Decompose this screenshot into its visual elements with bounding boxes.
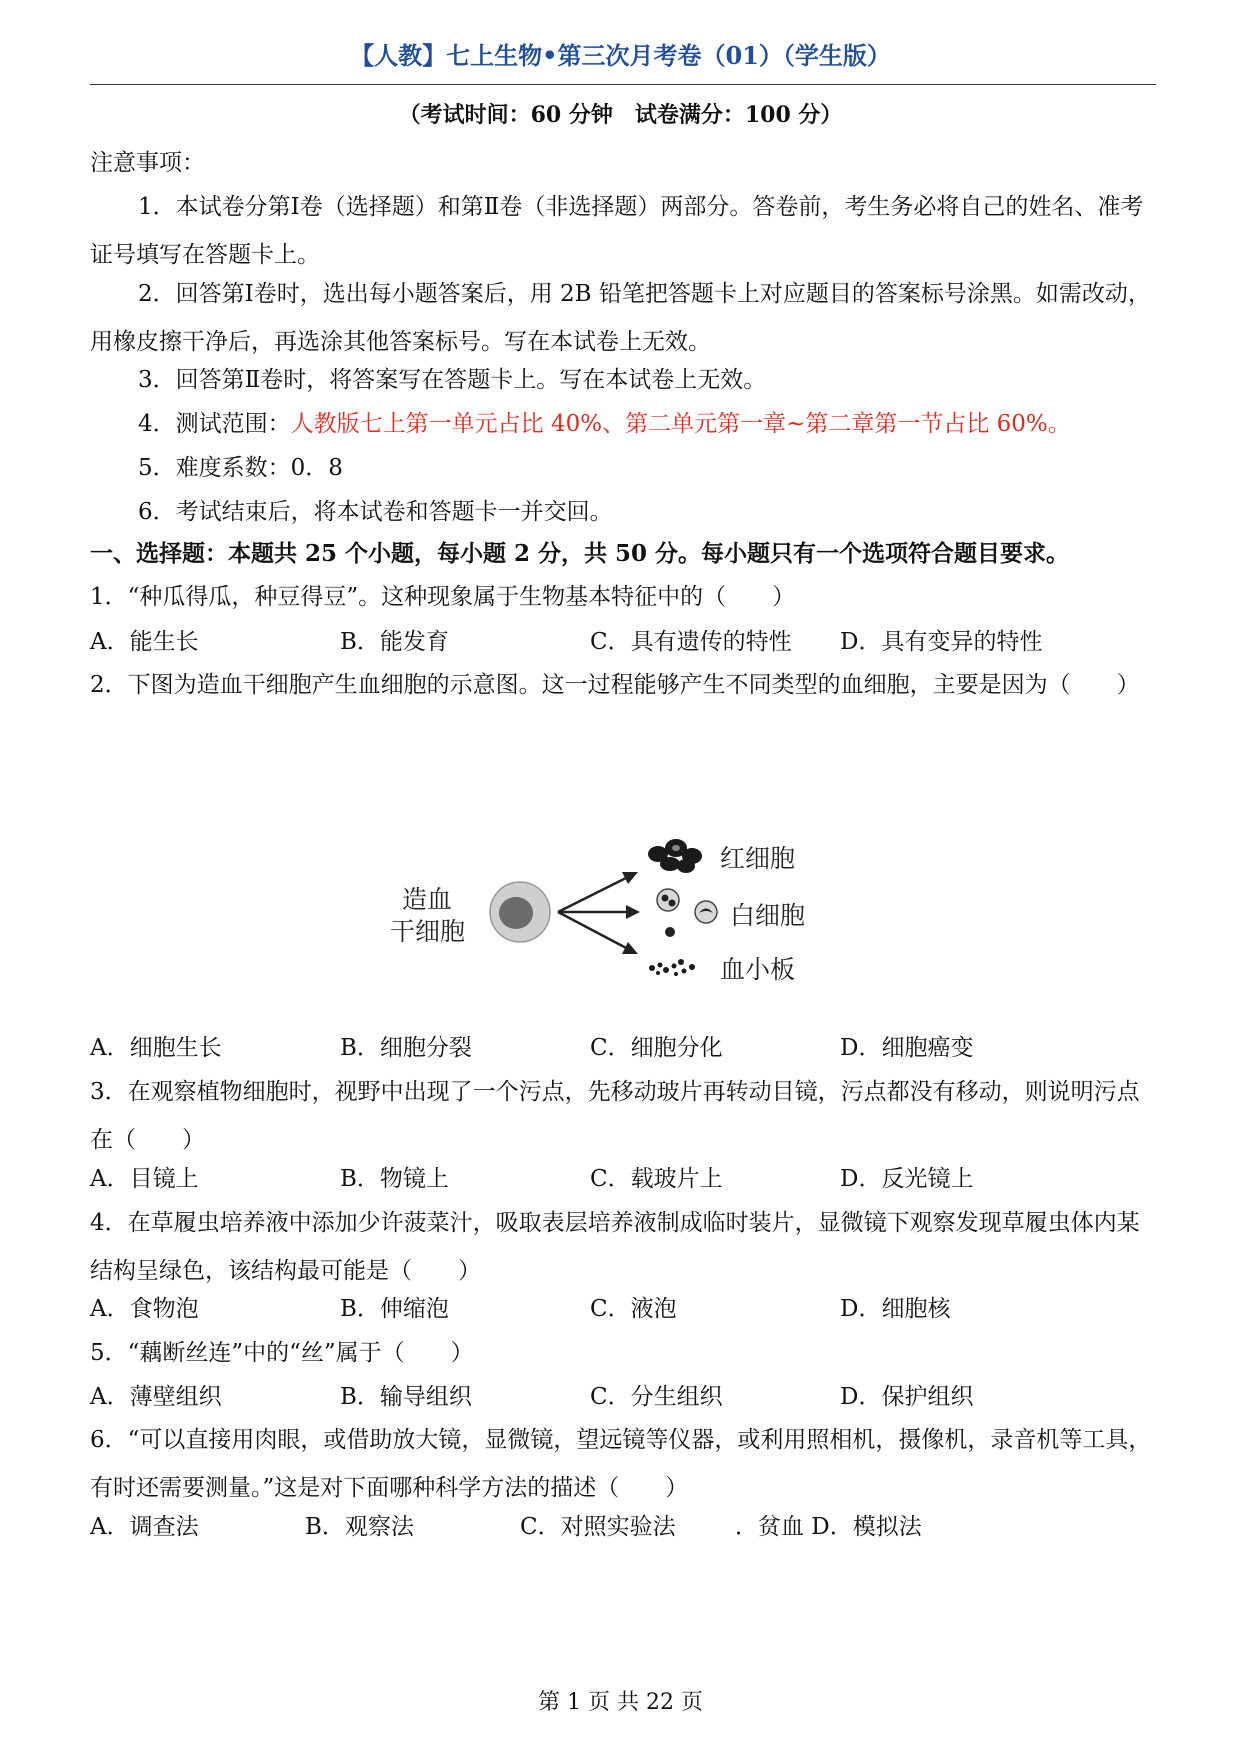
note-item-5: 5．难度系数：0．8 — [138, 455, 343, 481]
note-item-2: 2．回答第Ⅰ卷时，选出每小题答案后，用 2B 铅笔把答题卡上对应题目的答案标号涂黑。如需改动，用橡皮擦干净后，再选涂其他答案标号。写在本试卷上无效。 — [90, 281, 1151, 355]
question-2-option-b[interactable]: B．细胞分裂 — [340, 1035, 472, 1061]
figure-label-white-blood-cell: 白细胞 — [730, 901, 806, 930]
question-6-option-c[interactable]: C．对照实验法 — [520, 1514, 676, 1540]
question-3-stem: 3．在观察植物细胞时，视野中出现了一个污点，先移动玻片再转动目镜，污点都没有移动，则说明污点在（ ） — [90, 1079, 1140, 1153]
question-5-option-d[interactable]: D．保护组织 — [840, 1384, 974, 1410]
figure-label-red-blood-cell: 红细胞 — [720, 844, 796, 873]
question-4-option-b[interactable]: B．伸缩泡 — [340, 1296, 449, 1322]
page-footer: 第 1 页 共 22 页 — [538, 1690, 703, 1715]
question-1-option-d[interactable]: D．具有变异的特性 — [840, 629, 1043, 655]
question-6-option-b[interactable]: B．观察法 — [305, 1514, 414, 1540]
question-1-options — [90, 618, 1156, 666]
white-blood-cell-icon — [657, 889, 717, 937]
question-3-option-b[interactable]: B．物镜上 — [340, 1166, 449, 1192]
question-6-options — [90, 1503, 1156, 1551]
note-item-3: 3．回答第Ⅱ卷时，将答案写在答题卡上。写在本试卷上无效。 — [138, 367, 767, 393]
question-5-option-c[interactable]: C．分生组织 — [590, 1384, 723, 1410]
question-6-option-d[interactable]: ．贫血 D．模拟法 — [735, 1514, 922, 1540]
figure-label-source-2: 干细胞 — [390, 917, 466, 946]
figure-arrows — [558, 876, 630, 950]
note-item-1: 1．本试卷分第Ⅰ卷（选择题）和第Ⅱ卷（非选择题）两部分。答卷前，考生务必将自己的姓名、准考证号填写在答题卡上。 — [90, 194, 1144, 268]
exam-info: （考试时间：60 分钟 试卷满分：100 分） — [398, 102, 843, 128]
question-4-option-a[interactable]: A．食物泡 — [90, 1296, 199, 1322]
question-1-stem: 1．“种瓜得瓜，种豆得豆”。这种现象属于生物基本特征中的（ ） — [90, 584, 796, 610]
notes-title: 注意事项： — [90, 150, 205, 176]
question-5-stem: 5．“藕断丝连”中的“丝”属于（ ） — [90, 1340, 474, 1366]
question-1-option-b[interactable]: B．能发育 — [340, 629, 449, 655]
question-3-option-a[interactable]: A．目镜上 — [90, 1166, 199, 1192]
question-4-options — [90, 1285, 1156, 1333]
question-3-option-c[interactable]: C．载玻片上 — [590, 1166, 723, 1192]
question-2-stem: 2．下图为造血干细胞产生血细胞的示意图。这一过程能够产生不同类型的血细胞，主要是因为（ ） — [90, 672, 1140, 698]
question-1-option-c[interactable]: C．具有遗传的特性 — [590, 629, 792, 655]
note-item-6: 6．考试结束后，将本试卷和答题卡一并交回。 — [138, 499, 613, 525]
figure-label-platelet: 血小板 — [720, 955, 796, 984]
stem-cell-icon — [490, 882, 550, 942]
question-4-stem: 4．在草履虫培养液中添加少许菠菜汁，吸取表层培养液制成临时装片，显微镜下观察发现草履虫体内某结构呈绿色，该结构最可能是（ ） — [90, 1210, 1140, 1284]
question-2-options — [90, 1024, 1156, 1072]
note-scope-text: 人教版七上第一单元占比 40%、第二单元第一章~第二章第一节占比 60%。 — [290, 411, 1071, 437]
note-item-4 — [90, 400, 1156, 448]
question-6-option-a[interactable]: A．调查法 — [90, 1514, 199, 1540]
question-6-stem: 6．“可以直接用肉眼，或借助放大镜，显微镜，望远镜等仪器，或利用照相机，摄像机，录音机等工具，有时还需要测量。”这是对下面哪种科学方法的描述（ ） — [90, 1427, 1152, 1501]
note-scope-prefix: 4．测试范围： — [138, 411, 291, 437]
section-title: 一、选择题：本题共 25 个小题，每小题 2 分，共 50 分。每小题只有一个选项符合题目要求。 — [90, 540, 1070, 567]
question-5-options — [90, 1373, 1156, 1421]
blood-cell-differentiation-figure — [390, 820, 830, 1020]
question-3-options — [90, 1155, 1156, 1203]
platelet-icon — [649, 959, 695, 976]
question-2-option-d[interactable]: D．细胞癌变 — [840, 1035, 974, 1061]
header-divider — [90, 84, 1156, 85]
question-4-option-c[interactable]: C．液泡 — [590, 1296, 677, 1322]
question-2-option-a[interactable]: A．细胞生长 — [90, 1035, 222, 1061]
red-blood-cell-icon — [648, 839, 702, 873]
question-4-option-d[interactable]: D．细胞核 — [840, 1296, 951, 1322]
question-2-option-c[interactable]: C．细胞分化 — [590, 1035, 723, 1061]
question-1-option-a[interactable]: A．能生长 — [90, 629, 199, 655]
page-header-title: 【人教】七上生物•第三次月考卷（01）（学生版） — [350, 41, 891, 70]
figure-label-source-1: 造血 — [402, 885, 453, 914]
question-5-option-a[interactable]: A．薄壁组织 — [90, 1384, 222, 1410]
question-3-option-d[interactable]: D．反光镜上 — [840, 1166, 974, 1192]
question-5-option-b[interactable]: B．输导组织 — [340, 1384, 472, 1410]
